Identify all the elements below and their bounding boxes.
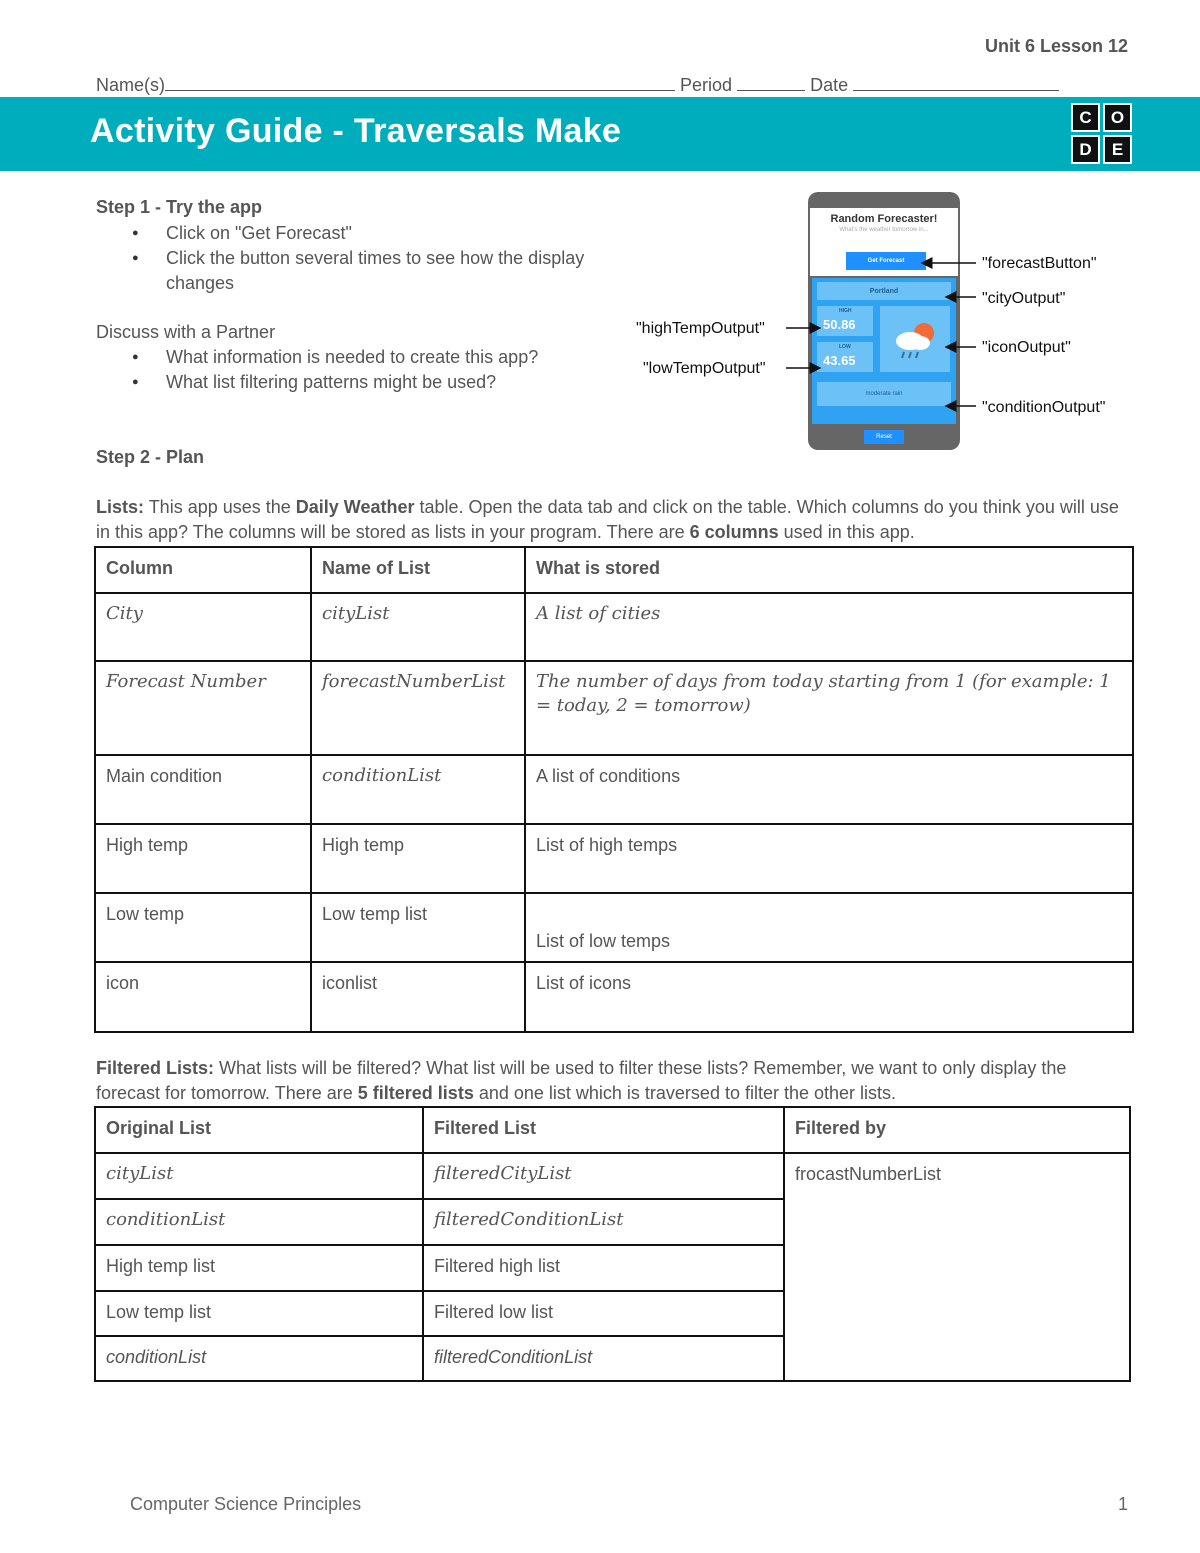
table-cell[interactable]: filteredConditionList xyxy=(423,1199,784,1245)
table-cell[interactable]: cityList xyxy=(95,1153,423,1199)
filtered-text: What lists will be filtered? What list will be used to filter these lists? Remember, we want to only display the forecast for tomorrow. There are xyxy=(96,1058,1067,1103)
step1-bullets xyxy=(96,221,596,296)
table-row xyxy=(95,1153,1130,1199)
table-cell[interactable]: High temp xyxy=(311,824,525,893)
table-cell[interactable]: Forecast Number xyxy=(95,661,311,755)
logo-letter: O xyxy=(1103,103,1132,132)
table-row xyxy=(95,755,1133,824)
callout-icon-output: "iconOutput" xyxy=(982,339,1071,356)
date-label: Date xyxy=(810,75,849,95)
column-header: Original List xyxy=(95,1107,423,1153)
filtered-text: and one list which is traversed to filter the other lists. xyxy=(473,1083,897,1103)
name-period-date-line xyxy=(96,73,1059,96)
logo-letter: E xyxy=(1103,135,1132,164)
table-header-row xyxy=(95,1107,1130,1153)
columns-table xyxy=(94,546,1134,1033)
column-header: Name of List xyxy=(311,547,525,593)
table-cell[interactable]: A list of conditions xyxy=(525,755,1133,824)
table-cell[interactable]: Main condition xyxy=(95,755,311,824)
table-header-row xyxy=(95,547,1133,593)
column-header: Column xyxy=(95,547,311,593)
code-logo xyxy=(1070,102,1134,166)
discuss-heading: Discuss with a Partner xyxy=(96,322,276,342)
high-temp-label: HIGH xyxy=(839,308,852,314)
table-cell[interactable]: Filtered high list xyxy=(423,1245,784,1291)
table-cell[interactable]: List of low temps xyxy=(525,893,1133,962)
table-row xyxy=(95,824,1133,893)
list-item: ● Click the button several times to see how the display changes xyxy=(96,246,596,296)
name-blank[interactable] xyxy=(165,73,675,91)
column-header: Filtered List xyxy=(423,1107,784,1153)
table-cell[interactable]: iconlist xyxy=(311,962,525,1032)
low-temp-value: 43.65 xyxy=(823,353,856,368)
lists-text: This app uses the xyxy=(144,497,296,517)
reset-button[interactable]: Reset xyxy=(864,430,904,444)
page-title: Activity Guide - Traversals Make xyxy=(90,112,622,150)
logo-letter: D xyxy=(1071,135,1100,164)
table-cell[interactable]: List of icons xyxy=(525,962,1133,1032)
callout-forecast-button: "forecastButton" xyxy=(982,255,1097,272)
table-cell[interactable]: Low temp list xyxy=(311,893,525,962)
app-title: Random Forecaster! xyxy=(830,213,938,225)
table-row xyxy=(95,962,1133,1032)
period-label: Period xyxy=(680,75,733,95)
callout-high-temp-output: "highTempOutput" xyxy=(636,320,765,337)
table-cell[interactable]: High temp xyxy=(95,824,311,893)
column-header: What is stored xyxy=(525,547,1133,593)
lists-label: Lists: xyxy=(96,497,145,517)
table-cell[interactable]: The number of days from today starting from 1 (for example: 1 = today, 2 = tomorrow) xyxy=(525,661,1133,755)
discuss-bullets xyxy=(96,345,616,395)
table-cell[interactable]: cityList xyxy=(311,593,525,661)
date-blank[interactable] xyxy=(853,73,1059,91)
table-cell[interactable]: conditionList xyxy=(311,755,525,824)
table-row xyxy=(95,661,1133,755)
lists-text: table. Open the data tab and click on the table. Which columns do you think you will use in this app? The columns will be stored as lists in your program. There are xyxy=(96,497,1119,542)
period-blank[interactable] xyxy=(737,73,805,91)
table-cell[interactable]: conditionList xyxy=(95,1199,423,1245)
step1-heading: Step 1 - Try the app xyxy=(96,197,263,217)
callout-condition-output: "conditionOutput" xyxy=(982,399,1106,416)
table-cell[interactable]: Low temp list xyxy=(95,1291,423,1336)
table-name: Daily Weather xyxy=(295,497,415,517)
column-header: Filtered by xyxy=(784,1107,1130,1153)
table-row xyxy=(95,593,1133,661)
callout-low-temp-output: "lowTempOutput" xyxy=(643,360,766,377)
table-cell[interactable]: filteredConditionList xyxy=(423,1336,784,1381)
list-item: ● What list filtering patterns might be used? xyxy=(96,370,616,395)
app-subtitle: What's the weather tomorrow in... xyxy=(839,227,929,233)
page-number: 1 xyxy=(1118,1494,1129,1514)
footer-course: Computer Science Principles xyxy=(130,1494,362,1514)
columns-count: 6 columns xyxy=(689,522,779,542)
name-label: Name(s) xyxy=(96,75,166,95)
table-cell[interactable]: A list of cities xyxy=(525,593,1133,661)
lists-instructions xyxy=(96,495,1126,545)
table-row xyxy=(95,893,1133,962)
table-cell[interactable]: conditionList xyxy=(95,1336,423,1381)
filtered-label: Filtered Lists: xyxy=(96,1058,215,1078)
list-item: ● What information is needed to create this app? xyxy=(96,345,616,370)
table-cell[interactable]: Filtered low list xyxy=(423,1291,784,1336)
get-forecast-button[interactable]: Get Forecast xyxy=(846,252,926,270)
lists-text: used in this app. xyxy=(778,522,915,542)
low-temp-label: LOW xyxy=(839,344,851,350)
unit-lesson-label: Unit 6 Lesson 12 xyxy=(984,36,1128,56)
condition-output: moderate rain xyxy=(817,382,951,406)
callout-city-output: "cityOutput" xyxy=(982,290,1066,307)
city-output: Portland xyxy=(817,282,951,300)
table-cell[interactable]: City xyxy=(95,593,311,661)
step2-heading: Step 2 - Plan xyxy=(96,447,205,467)
table-cell[interactable]: forecastNumberList xyxy=(311,661,525,755)
table-cell[interactable]: Low temp xyxy=(95,893,311,962)
logo-letter: C xyxy=(1071,103,1100,132)
filtered-count: 5 filtered lists xyxy=(357,1083,474,1103)
filtered-table xyxy=(94,1106,1131,1382)
filtered-instructions xyxy=(96,1056,1126,1106)
filtered-by-cell[interactable]: frocastNumberList xyxy=(784,1153,1130,1381)
list-item: ● Click on "Get Forecast" xyxy=(96,221,596,246)
table-cell[interactable]: icon xyxy=(95,962,311,1032)
table-cell[interactable]: filteredCityList xyxy=(423,1153,784,1199)
callout-arrows xyxy=(780,255,990,420)
table-cell[interactable]: High temp list xyxy=(95,1245,423,1291)
table-cell[interactable]: List of high temps xyxy=(525,824,1133,893)
high-temp-value: 50.86 xyxy=(823,317,856,332)
